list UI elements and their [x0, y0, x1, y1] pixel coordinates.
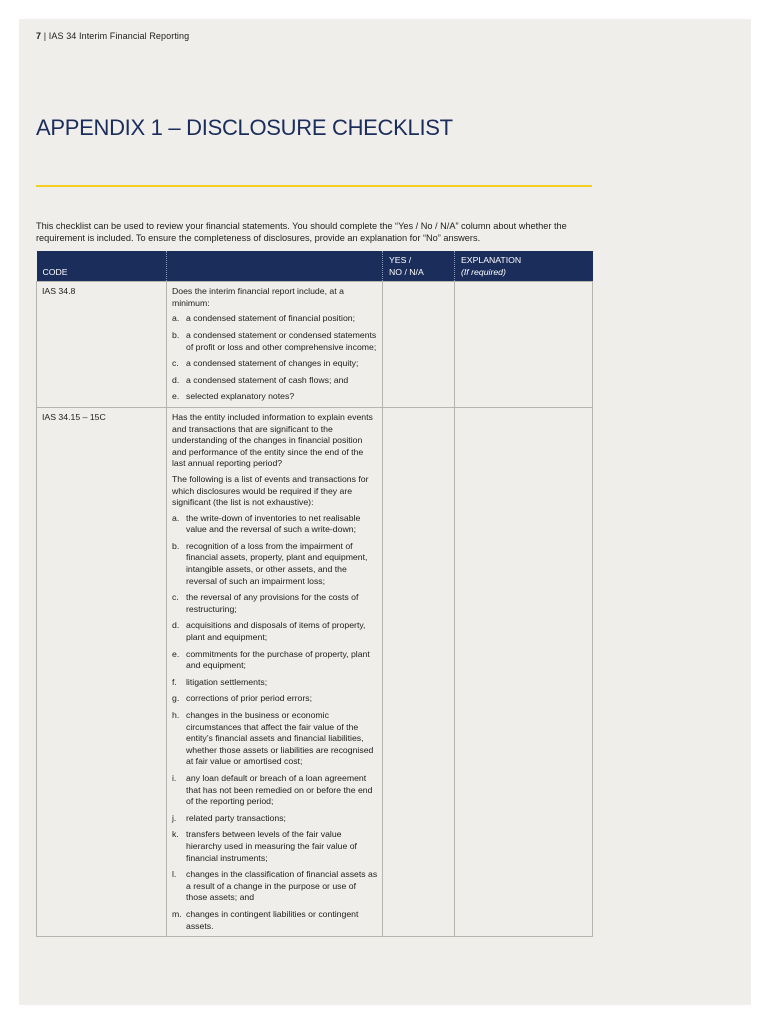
list-item-text: a condensed statement of financial position; — [186, 313, 356, 324]
list-item-text: recognition of a loss from the impairment of financial assets, property, plant and equipment, intangible assets, or other assets, and the reversal of such an impairment loss; — [186, 540, 368, 586]
header-explanation-line2: (If required) — [461, 266, 506, 277]
header-answer — [383, 251, 455, 282]
list-item-marker: d. — [172, 620, 180, 631]
row-requirement — [167, 407, 383, 936]
disclosure-checklist-table — [36, 251, 593, 937]
list-item-marker: d. — [172, 374, 180, 385]
header-title: IAS 34 Interim Financial Reporting — [48, 31, 190, 41]
requirement-paragraph: Has the entity included information to explain events and transactions that are significant to the understanding of the changes in financial position and performance of the entity since the end of the last annual reporting period? — [172, 411, 373, 469]
list-item-text: the reversal of any provisions for the costs of restructuring; — [186, 592, 359, 614]
list-item — [172, 677, 378, 689]
row-requirement — [167, 282, 383, 408]
table-row — [37, 282, 593, 408]
list-item-marker: j. — [172, 812, 177, 823]
list-item-marker: m. — [172, 908, 182, 919]
answer-cell[interactable] — [383, 282, 455, 408]
list-item — [172, 330, 378, 353]
list-item-text: a condensed statement of changes in equity; — [186, 358, 359, 369]
header-answer-line1: YES / — [389, 255, 412, 265]
list-item — [172, 773, 378, 808]
list-item-marker: a. — [172, 512, 180, 523]
list-item-text: related party transactions; — [186, 812, 286, 823]
list-item-text: a condensed statement of cash flows; and — [186, 374, 349, 385]
list-item-text: any loan default or breach of a loan agreement that has not been remedied on or before the end of the reporting period; — [186, 772, 373, 807]
intro-paragraph: This checklist can be used to review your financial statements. You should complete the “Yes / No / N/A” column about whether the requirement is included. To ensure the completeness of disclosures, provide an explanation for “No” answers. — [36, 221, 567, 243]
list-item-marker: c. — [172, 592, 179, 603]
list-item-text: selected explanatory notes? — [186, 391, 295, 402]
header-explanation — [455, 251, 593, 282]
table-header-row — [37, 251, 593, 282]
list-item-marker: e. — [172, 391, 180, 402]
list-item — [172, 313, 378, 325]
table-row — [37, 407, 593, 936]
header-answer-line2: NO / N/A — [389, 266, 424, 277]
list-item — [172, 375, 378, 387]
header-requirement — [167, 251, 383, 282]
list-item — [172, 869, 378, 904]
list-item-marker: g. — [172, 693, 180, 704]
list-item-marker: e. — [172, 648, 180, 659]
list-item-text: litigation settlements; — [186, 676, 268, 687]
row-code: IAS 34.15 – 15C — [37, 407, 167, 936]
list-item-marker: i. — [172, 772, 177, 783]
page-number: 7 — [36, 31, 42, 41]
list-item-text: the write-down of inventories to net realisable value and the reversal of such a write-down; — [186, 512, 361, 535]
list-item — [172, 813, 378, 825]
requirement-paragraph: Does the interim financial report include, at a minimum: — [172, 286, 344, 308]
list-item — [172, 710, 378, 768]
list-item — [172, 829, 378, 864]
list-item-marker: b. — [172, 540, 180, 551]
running-header — [36, 31, 189, 41]
list-item — [172, 620, 378, 643]
requirement-list — [172, 313, 378, 403]
list-item-marker: a. — [172, 313, 180, 324]
header-separator: | — [43, 31, 47, 41]
list-item-text: changes in the business or economic circumstances that affect the fair value of the entity’s financial assets and financial liabilities, whether those assets or liabilities are recognised at fair value or amortised cost; — [186, 710, 374, 767]
header-explanation-line1: EXPLANATION — [461, 255, 522, 265]
list-item — [172, 693, 378, 705]
explanation-cell[interactable] — [455, 407, 593, 936]
list-item — [172, 909, 378, 932]
list-item-marker: h. — [172, 710, 180, 720]
list-item-text: commitments for the purchase of property, plant and equipment; — [186, 648, 370, 671]
list-item — [172, 541, 378, 587]
document-page — [19, 19, 751, 1005]
title-divider — [36, 185, 592, 187]
list-item-marker: f. — [172, 676, 177, 687]
list-item-text: changes in the classification of financial assets as a result of a change in the purpose or use of those assets; and — [186, 869, 378, 903]
explanation-cell[interactable] — [455, 282, 593, 408]
list-item — [172, 391, 378, 403]
list-item-text: acquisitions and disposals of items of property, plant and equipment; — [186, 620, 366, 643]
list-item-text: corrections of prior period errors; — [186, 693, 313, 704]
list-item-marker: b. — [172, 329, 180, 340]
list-item-marker: l. — [172, 869, 177, 880]
list-item — [172, 358, 378, 370]
answer-cell[interactable] — [383, 407, 455, 936]
list-item-marker: c. — [172, 358, 179, 369]
list-item — [172, 649, 378, 672]
list-item-text: transfers between levels of the fair value hierarchy used in measuring the fair value of financial instruments; — [186, 829, 357, 863]
header-code: CODE — [37, 251, 167, 282]
page-title: APPENDIX 1 – DISCLOSURE CHECKLIST — [36, 115, 453, 140]
list-item — [172, 592, 378, 615]
list-item — [172, 513, 378, 536]
row-code: IAS 34.8 — [37, 282, 167, 408]
list-item-marker: k. — [172, 829, 179, 840]
list-item-text: changes in contingent liabilities or contingent assets. — [186, 908, 359, 931]
list-item-text: a condensed statement or condensed statements of profit or loss and other comprehensive income; — [186, 329, 377, 352]
requirement-paragraph: The following is a list of events and transactions for which disclosures would be required if they are significant (the list is not exhaustive): — [172, 473, 369, 508]
requirement-list — [172, 513, 378, 932]
